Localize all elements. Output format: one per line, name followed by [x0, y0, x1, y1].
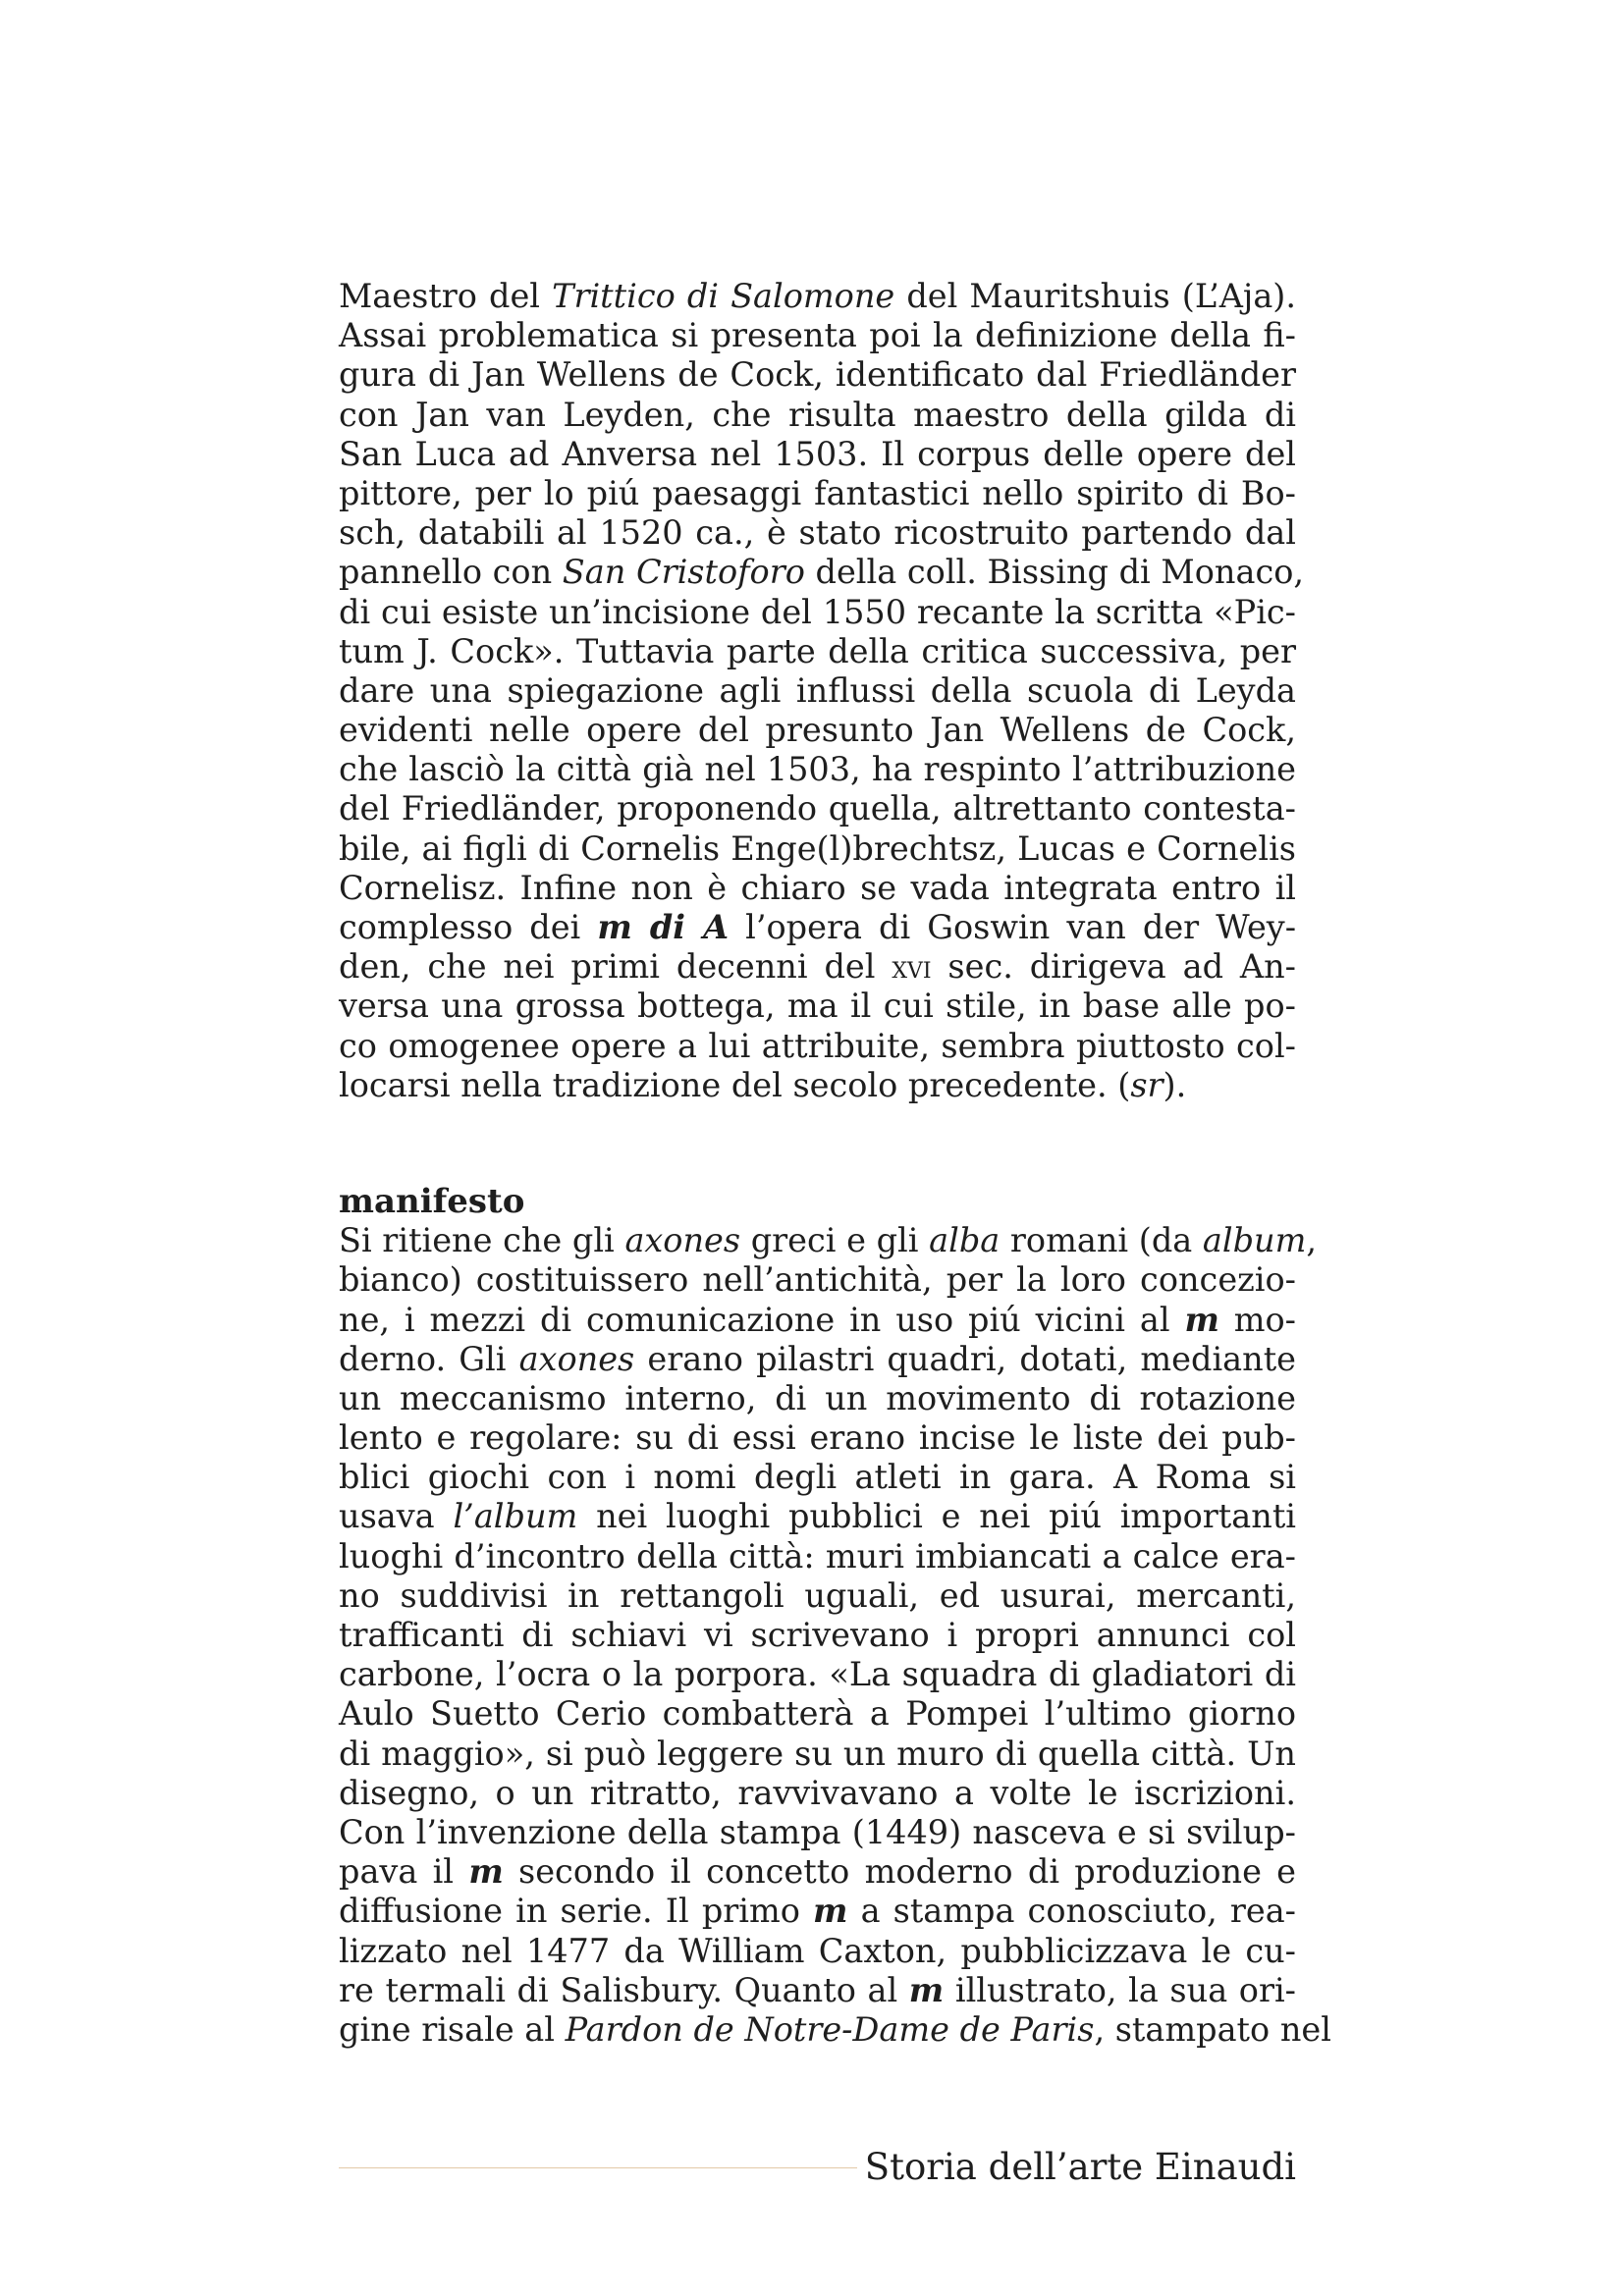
text-line: pava il m secondo il concetto moderno di produzione e: [339, 1852, 1296, 1892]
text-line: lizzato nel 1477 da William Caxton, pubblicizzava le cu-: [339, 1931, 1296, 1970]
text-line: re termali di Salisbury. Quanto al m illustrato, la sua ori-: [339, 1970, 1297, 2009]
text-line: evidenti nelle opere del presunto Jan Wellens de Cock,: [339, 711, 1296, 750]
text-line: co omogenee opere a lui attribuite, sembra piuttosto col-: [339, 1026, 1296, 1065]
text-line: tum J. Cock». Tuttavia parte della critica successiva, per: [339, 631, 1296, 670]
text-line: Si ritiene che gli axones greci e gli alba romani (da album,: [339, 1221, 1318, 1260]
text-line: disegno, o un ritratto, ravvivavano a volte le iscrizioni.: [339, 1773, 1296, 1812]
text-column: [339, 277, 1331, 2050]
text-line: trafficanti di schiavi vi scrivevano i propri annunci col: [339, 1616, 1296, 1654]
text-line: lento e regolare: su di essi erano incise le liste dei pub-: [339, 1418, 1296, 1458]
text-line: Cornelisz. Infine non è chiaro se vada integrata entro il: [339, 868, 1296, 907]
text-line: no suddivisi in rettangoli uguali, ed usurai, mercanti,: [339, 1575, 1296, 1615]
text-line: den, che nei primi decenni del xvi sec. dirigeva ad An-: [339, 947, 1296, 987]
text-line: ne, i mezzi di comunicazione in uso piú vicini al m mo-: [339, 1300, 1297, 1339]
text-line: con Jan van Leyden, che risulta maestro della gilda di: [339, 395, 1296, 434]
text-line: gura di Jan Wellens de Cock, identificato dal Friedländer: [339, 355, 1296, 395]
paragraph-manifesto: [339, 1221, 1331, 2050]
text-line: bianco) costituissero nell’antichità, per la loro concezio-: [339, 1260, 1296, 1300]
text-line: di maggio», si può leggere su un muro di quella città. Un: [339, 1734, 1296, 1773]
text-line: di cui esiste un’incisione del 1550 recante la scritta «Pic-: [339, 592, 1296, 631]
text-line: Aulo Suetto Cerio combatterà a Pompei l’ultimo giorno: [339, 1694, 1296, 1734]
text-line: usava l’album nei luoghi pubblici e nei piú importanti: [339, 1497, 1296, 1536]
text-line: locarsi nella tradizione del secolo precedente. (sr).: [339, 1065, 1187, 1104]
text-line: bile, ai figli di Cornelis Enge(l)brechtsz, Lucas e Cornelis: [339, 828, 1296, 868]
text-line: luoghi d’incontro della città: muri imbiancati a calce era-: [339, 1536, 1296, 1575]
entry-heading: manifesto: [339, 1181, 525, 1221]
text-line: carbone, l’ocra o la porpora. «La squadra di gladiatori di: [339, 1655, 1296, 1694]
footer-title: Storia dell’arte Einaudi: [864, 2146, 1296, 2188]
text-line: sch, databili al 1520 ca., è stato ricostruito partendo dal: [339, 513, 1296, 553]
text-line: un meccanismo interno, di un movimento di rotazione: [339, 1378, 1296, 1417]
text-line: diffusione in serie. Il primo m a stampa conosciuto, rea-: [339, 1892, 1296, 1931]
text-line: pittore, per lo piú paesaggi fantastici nello spirito di Bo-: [339, 473, 1296, 512]
text-line: del Friedländer, proponendo quella, altrettanto contesta-: [339, 789, 1296, 828]
text-line: Assai problematica si presenta poi la definizione della fi-: [339, 316, 1296, 355]
section-gap: [339, 1105, 1296, 1182]
text-line: gine risale al Pardon de Notre-Dame de Paris, stampato nel: [339, 2009, 1331, 2049]
paragraph-maestro: [339, 277, 1305, 1105]
text-line: versa una grossa bottega, ma il cui stile, in base alle po-: [339, 987, 1296, 1026]
text-line: Con l’invenzione della stampa (1449) nasceva e si svilup-: [339, 1812, 1296, 1851]
text-line: complesso dei m di A l’opera di Goswin van der Wey-: [339, 908, 1297, 946]
text-line: San Luca ad Anversa nel 1503. Il corpus delle opere del: [339, 434, 1296, 473]
text-line: pannello con San Cristoforo della coll. Bissing di Monaco,: [339, 553, 1305, 592]
text-line: che lasciò la città già nel 1503, ha respinto l’attribuzione: [339, 750, 1296, 789]
text-line: dare una spiegazione agli influssi della scuola di Leyda: [339, 670, 1296, 710]
footer-rule: [339, 2167, 857, 2168]
text-line: Maestro del Trittico di Salomone del Mauritshuis (L’Aja).: [339, 277, 1297, 315]
text-line: derno. Gli axones erano pilastri quadri, dotati, mediante: [339, 1339, 1296, 1378]
text-line: blici giochi con i nomi degli atleti in gara. A Roma si: [339, 1458, 1296, 1497]
